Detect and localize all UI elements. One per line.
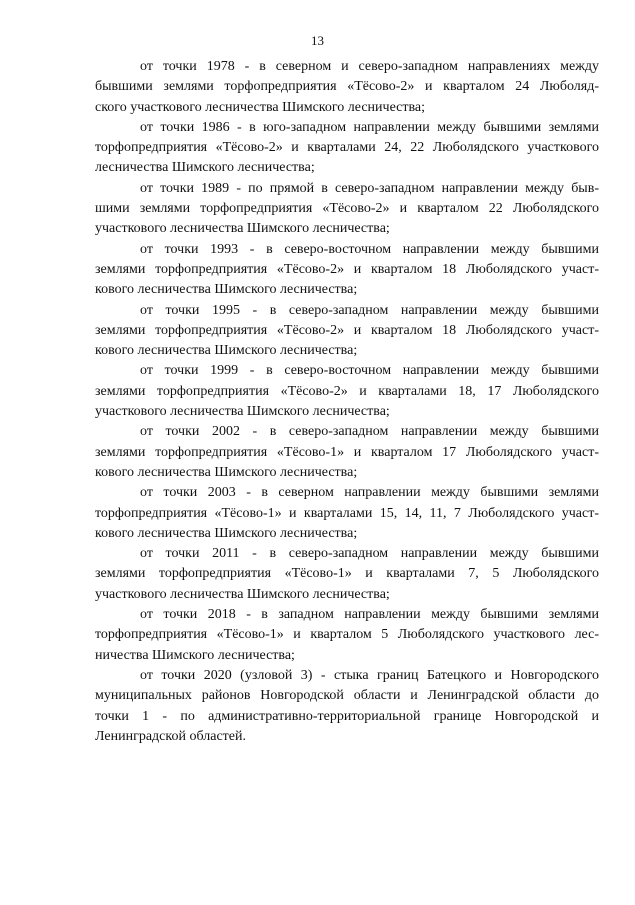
paragraph-line: землями торфопредприятия «Тёсово-2» и кварталами 18, 17 Люболядского [95, 383, 599, 399]
page-number: 13 [311, 33, 324, 48]
paragraph [95, 57, 599, 118]
paragraph [95, 483, 599, 544]
paragraph [95, 118, 599, 179]
document-body [95, 57, 599, 747]
paragraph-line: торфопредприятия «Тёсово-1» и кварталами 15, 14, 11, 7 Люболядского участ- [95, 505, 599, 521]
paragraph-line: землями торфопредприятия «Тёсово-1» и кварталами 7, 5 Люболядского [95, 566, 599, 582]
paragraph-line: землями торфопредприятия «Тёсово-1» и кварталом 17 Люболядского участ- [95, 444, 599, 460]
paragraph-line: от точки 2003 - в северном направлении между бывшими землями [140, 485, 599, 501]
paragraph-line: от точки 1986 - в юго-западном направлении между бывшими землями [140, 119, 599, 135]
paragraph [95, 179, 599, 240]
paragraph-line: муниципальных районов Новгородской области и Ленинградской области до [95, 688, 599, 704]
paragraph [95, 422, 599, 483]
paragraph-line: кового лесничества Шимского лесничества; [95, 525, 358, 541]
paragraph-line: от точки 1999 - в северо-восточном направлении между бывшими [140, 363, 599, 379]
paragraph-line: от точки 2020 (узловой 3) - стыка границ Батецкого и Новгородского [140, 667, 599, 683]
paragraph-line: шими землями торфопредприятия «Тёсово-2» и кварталом 22 Люболядского [95, 201, 599, 217]
paragraph [95, 240, 599, 301]
paragraph-line: торфопредприятия «Тёсово-2» и кварталами 24, 22 Люболядского участкового [95, 140, 599, 156]
paragraph [95, 301, 599, 362]
paragraph-line: ского участкового лесничества Шимского лесничества; [95, 99, 425, 115]
paragraph-line: точки 1 - по административно-территориальной границе Новгородской и [95, 708, 599, 724]
paragraph-line: от точки 2011 - в северо-западном направлении между бывшими [140, 546, 599, 562]
paragraph-line: землями торфопредприятия «Тёсово-2» и кварталом 18 Люболядского участ- [95, 261, 599, 277]
paragraph-line: от точки 1989 - по прямой в северо-западном направлении между быв- [140, 180, 599, 196]
paragraph-line: кового лесничества Шимского лесничества; [95, 343, 358, 359]
paragraph-line: бывшими землями торфопредприятия «Тёсово-2» и кварталом 24 Люболяд- [95, 79, 599, 95]
paragraph-line: от точки 1995 - в северо-западном направлении между бывшими [140, 302, 599, 318]
paragraph [95, 361, 599, 422]
paragraph [95, 605, 599, 666]
paragraph-line: землями торфопредприятия «Тёсово-2» и кварталом 18 Люболядского участ- [95, 322, 599, 338]
paragraph-line: участкового лесничества Шимского лесничества; [95, 586, 390, 602]
paragraph [95, 544, 599, 605]
paragraph-line: кового лесничества Шимского лесничества; [95, 464, 358, 480]
paragraph-line: торфопредприятия «Тёсово-1» и кварталом 5 Люболядского участкового лес- [95, 627, 599, 643]
paragraph-line: лесничества Шимского лесничества; [95, 160, 315, 176]
paragraph-line: от точки 2018 - в западном направлении между бывшими землями [140, 607, 599, 623]
paragraph [95, 666, 599, 747]
paragraph-line: ничества Шимского лесничества; [95, 647, 295, 663]
paragraph-line: Ленинградской областей. [95, 728, 246, 744]
paragraph-line: участкового лесничества Шимского лесничества; [95, 221, 390, 237]
paragraph-line: от точки 1978 - в северном и северо-западном направлениях между [140, 59, 599, 74]
paragraph-line: участкового лесничества Шимского лесничества; [95, 404, 390, 420]
paragraph-line: от точки 2002 - в северо-западном направлении между бывшими [140, 424, 599, 440]
paragraph-line: от точки 1993 - в северо-восточном направлении между бывшими [140, 241, 599, 257]
paragraph-line: кового лесничества Шимского лесничества; [95, 282, 358, 298]
